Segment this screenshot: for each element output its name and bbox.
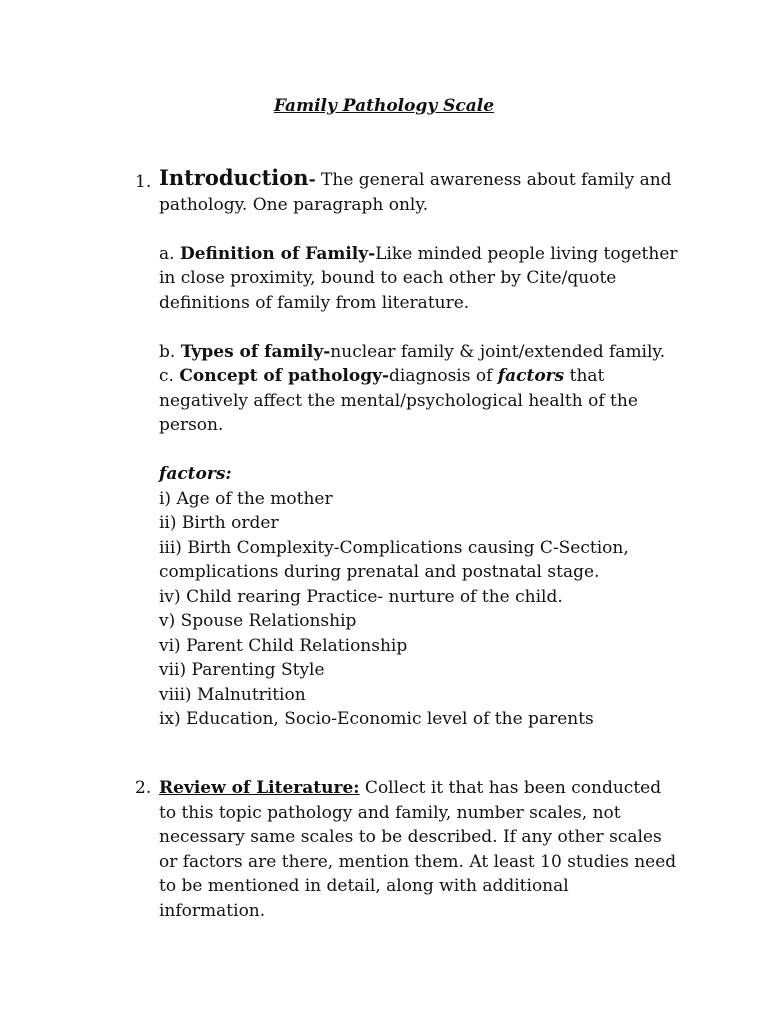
factor-item: vi) Parent Child Relationship	[159, 635, 408, 656]
review-paragraph	[159, 776, 679, 923]
document-title: Family Pathology Scale	[273, 96, 495, 116]
subpoint-a-heading: Definition of Family-	[179, 243, 376, 264]
factor-item: iii) Birth Complexity-Complications causing C-Section, complications during prenatal and postnatal stage.	[159, 537, 629, 582]
review-text: Collect it that has been conducted to this topic pathology and family, number scales, not necessary same scales to be described. If any other scales or factors are there, mention them. At least 10 studies need to be mentioned in detail, along with additional information.	[159, 778, 677, 921]
factor-item: ii) Birth order	[159, 513, 279, 533]
subpoint-a-prefix: a.	[159, 243, 180, 264]
factors-heading: factors:	[159, 464, 232, 484]
subpoint-b-heading: Types of family-	[180, 341, 331, 362]
subpoint-a	[159, 242, 679, 316]
factor-item: iv) Child rearing Practice- nurture of the child.	[159, 586, 563, 607]
factors-list	[159, 487, 679, 732]
subpoint-b-text: nuclear family & joint/extended family.	[330, 341, 666, 362]
introduction-heading-suffix: -	[308, 170, 316, 190]
subpoint-c	[159, 364, 679, 438]
subpoint-b-prefix: b.	[159, 341, 181, 362]
factor-item: i) Age of the mother	[159, 488, 333, 509]
introduction-text: The general awareness about family and pathology. One paragraph only.	[159, 170, 672, 215]
subpoint-c-text-after: that negatively affect the mental/psychological health of the person.	[159, 366, 638, 435]
factor-item: ix) Education, Socio-Economic level of the parents	[159, 709, 594, 729]
subpoint-c-prefix: c.	[159, 366, 180, 386]
subpoint-c-emphasis: factors	[497, 366, 565, 386]
subpoint-c-heading: Concept of pathology-	[179, 366, 390, 386]
section-number-1: 1.	[135, 172, 152, 192]
subpoint-c-text-before: diagnosis of	[389, 366, 498, 386]
review-heading: Review of Literature:	[159, 778, 360, 798]
factor-item: viii) Malnutrition	[159, 684, 306, 705]
factor-item: vii) Parenting Style	[159, 660, 325, 680]
introduction-paragraph	[159, 166, 679, 217]
introduction-heading: Introduction	[159, 165, 309, 190]
section-review-of-literature	[159, 776, 679, 923]
section-number-2: 2.	[135, 778, 152, 798]
factor-item: v) Spouse Relationship	[159, 611, 357, 631]
section-introduction	[159, 166, 679, 732]
subpoint-b	[159, 340, 679, 365]
subpoint-a-text: Like minded people living together in close proximity, bound to each other by Cite/quote definitions of family from literature.	[159, 243, 678, 313]
